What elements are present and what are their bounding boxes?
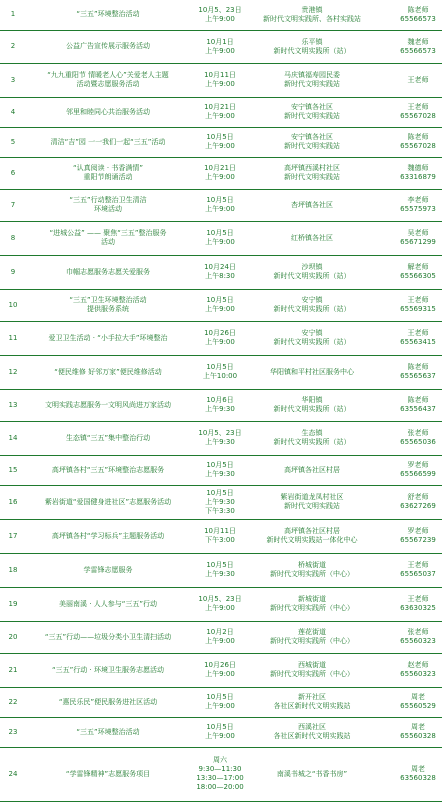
activity-name: “三五”行动——垃圾分类小卫生清扫活动 [26,621,190,653]
contact-info: 李老师 65575973 [374,189,442,221]
table-row [0,221,442,255]
activity-date: 10月1日 上午9:00 [190,30,250,63]
activity-location: 新城街道 新时代文明实践所（中心） [250,587,374,621]
activity-name: “进城公益” —— 聚焦“三五”整治服务 活动 [26,221,190,255]
activity-date: 周六 9:30—11:30 13:30—17:00 18:00—20:00 [190,747,250,801]
row-number: 2 [0,30,26,63]
table-row [0,519,442,553]
activity-date: 10月5日 上午9:00 [190,717,250,747]
contact-info: 陈老师 63556437 [374,389,442,421]
activity-name: 高坪镇各村“三五”环境整治志愿服务 [26,455,190,485]
contact-info: 陈老师 65565637 [374,355,442,389]
contact-info: 王老师 63630325 [374,587,442,621]
activity-date: 10月5日 上午9:00 [190,189,250,221]
table-row [0,289,442,321]
table-row [0,355,442,389]
activity-name: “三五”环境整治活动 [26,717,190,747]
activity-date: 10月5日 上午10:00 [190,355,250,389]
table-row [0,747,442,801]
activity-location: 生态镇 新时代文明实践所（站） [250,421,374,455]
activity-location: 红桥镇各社区 [250,221,374,255]
row-number: 8 [0,221,26,255]
activity-location: 高坪镇西溪村社区 新时代文明实践站 [250,157,374,189]
row-number: 16 [0,485,26,519]
contact-info: 陈老师 65566573 [374,0,442,30]
activity-date: 10月5日 上午9:30 [190,455,250,485]
activity-date: 10月26日 上午9:00 [190,653,250,687]
contact-info: 罗老师 65567239 [374,519,442,553]
row-number: 11 [0,321,26,355]
activity-location: 马庆镇福寿园民委 新时代文明实践站 [250,63,374,97]
contact-info: 张老师 65560323 [374,621,442,653]
row-number: 9 [0,255,26,289]
table-row [0,255,442,289]
activity-location: 安宁镇各社区 新时代文明实践站 [250,97,374,127]
row-number: 18 [0,553,26,587]
table-row [0,97,442,127]
activity-location: 莲花街道 新时代文明实践所（中心） [250,621,374,653]
row-number: 22 [0,687,26,717]
row-number: 3 [0,63,26,97]
table-row [0,717,442,747]
table-row [0,421,442,455]
activity-date: 10月5、23日 上午9:00 [190,0,250,30]
row-number: 15 [0,455,26,485]
activity-date: 10月24日 上午8:30 [190,255,250,289]
table-row [0,189,442,221]
activity-date: 10月11日 下午3:00 [190,519,250,553]
activity-location: 南溪书城之“书香书房” [250,747,374,801]
activity-location: 杏坪镇各社区 [250,189,374,221]
row-number: 19 [0,587,26,621]
contact-info: 陈老师 65567028 [374,127,442,157]
table-row [0,653,442,687]
activity-date: 10月5日 上午9:00 [190,289,250,321]
contact-info: 王老师 65565037 [374,553,442,587]
row-number: 14 [0,421,26,455]
activity-location: 安宁镇 新时代文明实践所（站） [250,321,374,355]
table-row [0,321,442,355]
table-row [0,687,442,717]
row-number: 17 [0,519,26,553]
activity-name: 文明实践志愿服务一文明风尚进万家活动 [26,389,190,421]
contact-info: 王老师 65569315 [374,289,442,321]
activity-date: 10月5日 上午9:30 [190,553,250,587]
activity-date: 10月26日 上午9:00 [190,321,250,355]
activity-name: 爱卫卫生活动 · “小手拉大手”环境整治 [26,321,190,355]
activity-name: 高坪镇各村“学习标兵”主题服务活动 [26,519,190,553]
activity-date: 10月2日 上午9:00 [190,621,250,653]
table-row [0,30,442,63]
table-row [0,0,442,30]
contact-info: 周老 65560328 [374,717,442,747]
row-number: 13 [0,389,26,421]
row-number: 21 [0,653,26,687]
row-number: 20 [0,621,26,653]
contact-info: 王老师 [374,63,442,97]
activity-name: 邻里和睦同心共治服务活动 [26,97,190,127]
activity-date: 10月21日 上午9:00 [190,157,250,189]
activity-location: 安宁镇 新时代文明实践所（站） [250,289,374,321]
row-number: 7 [0,189,26,221]
table-row [0,621,442,653]
row-number: 4 [0,97,26,127]
contact-info: 周老 65560529 [374,687,442,717]
activity-location: 贵港镇 新时代文明实践所、各村实践站 [250,0,374,30]
contact-info: 张老师 65565036 [374,421,442,455]
activity-date: 10月21日 上午9:00 [190,97,250,127]
activity-location: 高坪镇各社区村居 新时代文明实践站一体化中心 [250,519,374,553]
activity-location: 新开社区 各社区新时代文明实践站 [250,687,374,717]
contact-info: 魏老师 65566573 [374,30,442,63]
activity-name: “九九重阳节 情暖老人心”关爱老人主题 活动暨志愿服务活动 [26,63,190,97]
row-number: 24 [0,747,26,801]
activity-name: “三五”行动整治卫生清洁 环境活动 [26,189,190,221]
row-number: 10 [0,289,26,321]
contact-info: 解老师 65566305 [374,255,442,289]
activity-date: 10月5日 上午9:30 下午3:30 [190,485,250,519]
table-row [0,553,442,587]
activity-name: “三五”环境整治活动 [26,0,190,30]
contact-info: 吴老师 65671299 [374,221,442,255]
activity-location: 安宁镇各社区 新时代文明实践站 [250,127,374,157]
activity-location: 沙坝镇 新时代文明实践所（站） [250,255,374,289]
activity-location: 紫岩街道龙凤村社区 新时代文明实践站 [250,485,374,519]
activity-location: 华阳镇 新时代文明实践所（站） [250,389,374,421]
activity-name: “三五”卫生环境整治活动 提供服务系统 [26,289,190,321]
table-row [0,157,442,189]
activity-location: 乐平镇 新时代文明实践所（站） [250,30,374,63]
activity-date: 10月6日 上午9:30 [190,389,250,421]
activity-location: 高坪镇各社区村居 [250,455,374,485]
activity-name: 公益广告宣传展示服务活动 [26,30,190,63]
table-row [0,389,442,421]
activity-name: 巾帼志愿服务志愿关爱服务 [26,255,190,289]
contact-info: 王老师 65563415 [374,321,442,355]
activity-date: 10月5日 上午9:00 [190,687,250,717]
contact-info: 舒老师 63627269 [374,485,442,519]
activity-name: 生态镇“三五”集中整治行动 [26,421,190,455]
activity-name: “认真阅读 · 书香满情” 重阳节朗诵活动 [26,157,190,189]
activity-name: “惠民乐民”便民服务进社区活动 [26,687,190,717]
contact-info: 魏德师 63316879 [374,157,442,189]
activity-name: 紫岩街道“爱国健身进社区”志愿服务活动 [26,485,190,519]
contact-info: 周老 63560328 [374,747,442,801]
contact-info: 王老师 65567028 [374,97,442,127]
table-row [0,587,442,621]
activity-name: 清洁“吉”园 一一我们一起“三五”活动 [26,127,190,157]
activity-name: “便民维修 好邻万家”便民维修活动 [26,355,190,389]
activity-location: 西溪社区 各社区新时代文明实践站 [250,717,374,747]
activity-name: “学雷锋精神”志愿服务项目 [26,747,190,801]
activity-date: 10月5日 上午9:00 [190,127,250,157]
activity-date: 10月11日 上午9:00 [190,63,250,97]
activity-date: 10月5、23日 上午9:00 [190,587,250,621]
row-number: 23 [0,717,26,747]
activity-location: 华阳镇和平村社区服务中心 [250,355,374,389]
activity-date: 10月5日 上午9:00 [190,221,250,255]
table-row [0,485,442,519]
activity-date: 10月5、23日 上午9:30 [190,421,250,455]
table-row [0,63,442,97]
activity-location: 西城街道 新时代文明实践所（中心） [250,653,374,687]
activity-location: 桥城街道 新时代文明实践所（中心） [250,553,374,587]
activity-name: 学雷锋志愿服务 [26,553,190,587]
contact-info: 罗老师 65566599 [374,455,442,485]
activity-name: 美丽南溪 · 人人参与“三五”行动 [26,587,190,621]
contact-info: 赵老师 65560323 [374,653,442,687]
row-number: 12 [0,355,26,389]
table-row [0,455,442,485]
row-number: 5 [0,127,26,157]
row-number: 6 [0,157,26,189]
row-number: 1 [0,0,26,30]
activity-name: “三五”行动 · 环境卫生服务志愿活动 [26,653,190,687]
table-row [0,127,442,157]
